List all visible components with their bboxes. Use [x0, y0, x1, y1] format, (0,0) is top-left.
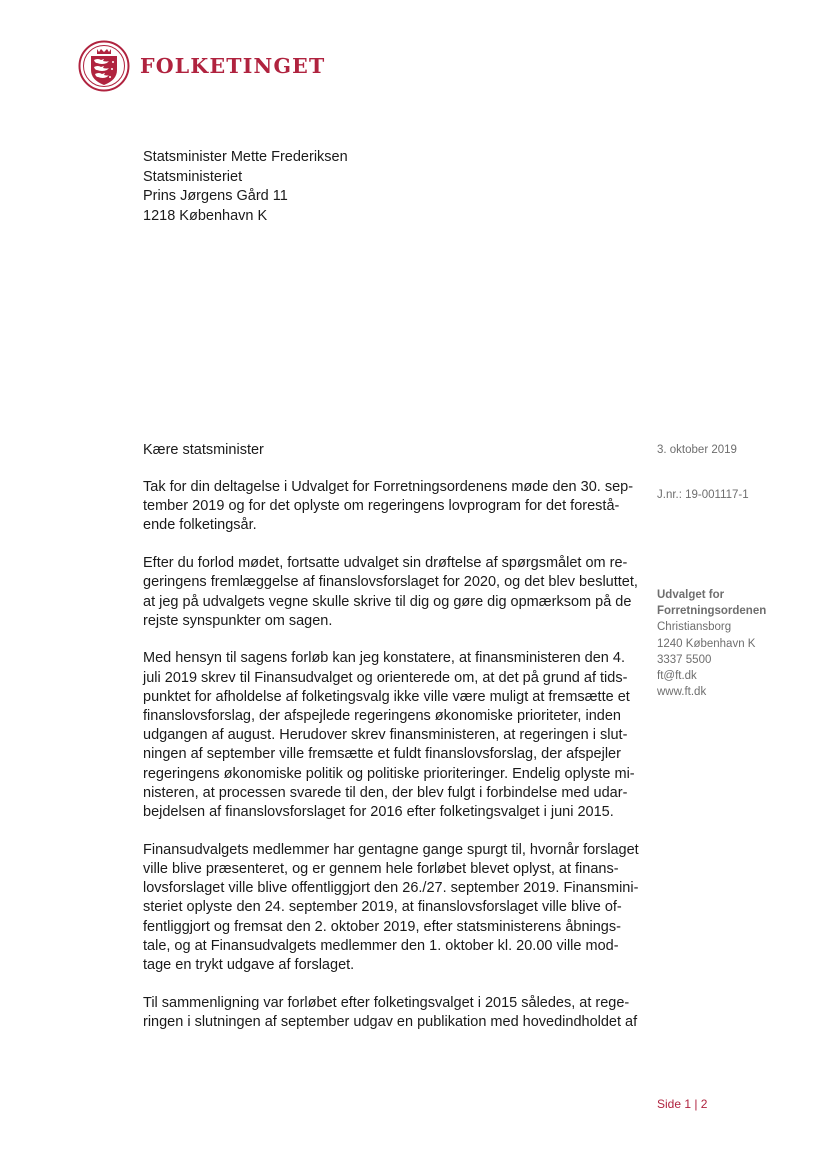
sender-block	[657, 587, 766, 700]
paragraph-line: rejste synspunkter om sagen.	[143, 612, 333, 629]
paragraph-line: tember 2019 og for det oplyste om regeringens lovprogram for det forestå-	[143, 498, 620, 515]
paragraph-line: Tak for din deltagelse i Udvalget for Forretningsordenens møde den 30. sep-	[143, 479, 634, 495]
paragraph-line: nisteren, at processen svarede til den, der blev fulgt i forbindelse med udar-	[143, 784, 628, 801]
paragraph	[143, 994, 638, 1032]
recipient-line: Prins Jørgens Gård 11	[143, 188, 288, 204]
paragraph-line: Finansudvalgets medlemmer har gentagne gange spurgt til, hvornår forslaget	[143, 841, 639, 858]
paragraph-line: at jeg på udvalgets vegne skulle skrive til dig og gøre dig opmærksom på de	[143, 593, 632, 610]
sender-address-line: Christiansborg	[657, 621, 732, 634]
sender-address-line: 1240 København K	[657, 637, 756, 650]
paragraph-line: ville blive præsenteret, og er gennem hele forløbet blevet oplyst, at finans-	[143, 860, 619, 877]
journal-number: J.nr.: 19-001117-1	[657, 489, 749, 501]
paragraph-line: ringen i slutningen af september udgav en publikation med hovedindholdet af	[143, 1013, 638, 1030]
recipient-line: Statsminister Mette Frederiksen	[143, 149, 348, 165]
sender-email-link[interactable]: ft@ft.dk	[657, 670, 697, 683]
paragraph-line: finanslovsforslag, der afspejlede regeringens økonomiske prioriteter, inden	[143, 708, 621, 725]
page-number: Side 1 | 2	[657, 1097, 708, 1111]
recipient-line: Statsministeriet	[143, 168, 243, 185]
sender-phone: 3337 5500	[657, 653, 712, 666]
paragraph	[143, 649, 635, 822]
sender-org: Udvalget for	[657, 589, 725, 601]
paragraph-line: Efter du forlod mødet, fortsatte udvalget sin drøftelse af spørgsmålet om re-	[143, 555, 628, 572]
letter-body	[143, 478, 639, 1051]
paragraph-line: ende folketingsår.	[143, 517, 257, 534]
paragraph-line: Til sammenligning var forløbet efter folketingsvalget i 2015 således, at rege-	[143, 994, 630, 1011]
recipient-address	[143, 148, 348, 226]
logo-wordmark: FOLKETINGET	[140, 54, 326, 78]
paragraph-line: regeringens økonomiske politik og politiske prioriteringer. Endelig oplyste mi-	[143, 765, 635, 782]
paragraph	[143, 478, 634, 536]
sender-org: Forretningsordenen	[657, 605, 767, 618]
paragraph-line: lovsforslaget ville blive offentliggjort den 26./27. september 2019. Finansmini-	[143, 880, 639, 897]
paragraph-line: fentliggjort og fremsat den 2. oktober 2019, efter statsministerens åbnings-	[143, 918, 621, 935]
folketinget-logo	[78, 40, 325, 92]
paragraph-line: steriet oplyste den 24. september 2019, at finanslovsforslaget ville blive of-	[143, 899, 622, 916]
letter-date: 3. oktober 2019	[657, 444, 737, 456]
paragraph-line: tage en trykt udgave af forslaget.	[143, 956, 355, 973]
paragraph-line: geringens fremlæggelse af finanslovsforslaget for 2020, og det blev besluttet,	[143, 574, 638, 591]
recipient-line: 1218 København K	[143, 207, 268, 224]
paragraph-line: punktet for afholdelse af folketingsvalg ikke ville være muligt at fremsætte et	[143, 688, 630, 705]
sender-website-link[interactable]: www.ft.dk	[657, 686, 707, 699]
paragraph-line: tale, og at Finansudvalgets medlemmer den 1. oktober kl. 20.00 ville mod-	[143, 937, 619, 954]
salutation: Kære statsminister	[143, 442, 264, 458]
paragraph	[143, 554, 638, 631]
paragraph-line: ningen af september ville fremsætte et fuldt finanslovsforslag, der afspejler	[143, 746, 621, 763]
paragraph	[143, 841, 639, 975]
paragraph-line: Med hensyn til sagens forløb kan jeg konstatere, at finansministeren den 4.	[143, 650, 625, 667]
paragraph-line: juli 2019 skrev til Finansudvalget og orienterede om, at det på grund af tids-	[143, 669, 628, 686]
coat-of-arms-icon	[78, 40, 130, 92]
paragraph-line: bejdelsen af finanslovsforslaget for 2016 efter folketingsvalget i juni 2015.	[143, 804, 614, 821]
paragraph-line: udgangen af august. Herudover skrev finansministeren, at regeringen i slut-	[143, 727, 628, 744]
